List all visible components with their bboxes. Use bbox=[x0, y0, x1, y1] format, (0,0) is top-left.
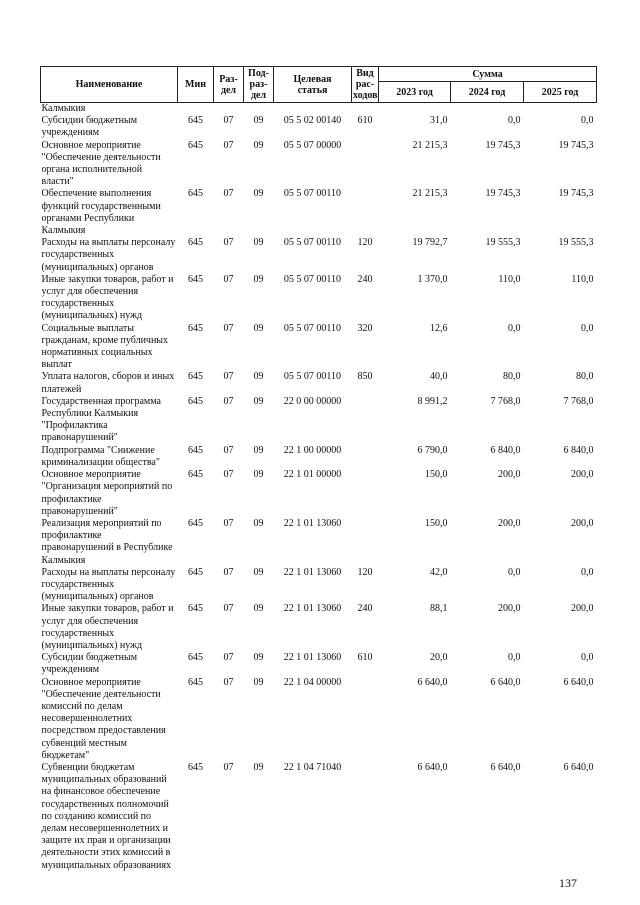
row-sum-2024: 6 840,0 bbox=[490, 444, 521, 456]
row-podrazdel: 09 bbox=[253, 188, 264, 200]
table-body bbox=[41, 103, 597, 872]
row-razdel: 07 bbox=[223, 761, 234, 773]
row-sum-2023: 12,6 bbox=[430, 322, 448, 334]
row-sum-2024 bbox=[451, 103, 524, 116]
row-vid-rashodov bbox=[352, 396, 379, 445]
row-celevaya-statya: 05 5 07 00110 bbox=[283, 237, 342, 249]
header-min: Мин bbox=[178, 67, 214, 103]
row-podrazdel: 09 bbox=[253, 469, 264, 481]
row-name: Субсидии бюджетным учреждениям bbox=[41, 652, 138, 676]
row-podrazdel: 09 bbox=[253, 115, 264, 127]
row-min: 645 bbox=[188, 652, 203, 664]
row-min: 645 bbox=[188, 603, 203, 615]
row-vid-rashodov bbox=[352, 188, 379, 237]
row-sum-2025: 80,0 bbox=[576, 371, 594, 383]
row-sum-2025: 6 640,0 bbox=[563, 761, 594, 773]
table-row bbox=[41, 103, 597, 116]
row-podrazdel: 09 bbox=[253, 603, 264, 615]
row-sum-2024: 6 640,0 bbox=[490, 676, 521, 688]
row-podrazdel: 09 bbox=[253, 676, 264, 688]
row-sum-2025: 0,0 bbox=[581, 566, 594, 578]
row-celevaya-statya: 05 5 07 00110 bbox=[283, 188, 342, 200]
row-min: 645 bbox=[188, 444, 203, 456]
row-sum-2025: 110,0 bbox=[571, 273, 594, 285]
row-min: 645 bbox=[188, 139, 203, 151]
row-min bbox=[178, 103, 214, 116]
header-razdel: Раз- дел bbox=[214, 67, 244, 103]
table-row bbox=[41, 469, 597, 518]
row-name: Основное мероприятие "Организация мероприятий по профилактике правонарушений" bbox=[41, 469, 173, 517]
row-razdel: 07 bbox=[223, 395, 234, 407]
row-sum-2024: 0,0 bbox=[508, 566, 521, 578]
header-podrazdel: Под- раз- дел bbox=[244, 67, 274, 103]
table-row bbox=[41, 371, 597, 395]
row-sum-2023: 42,0 bbox=[430, 566, 448, 578]
row-name: Субвенции бюджетам муниципальных образований на финансовое обеспечение государственных полномочий по созданию комиссий по делам несовершеннолетних и защите их прав и организации деятельности этих комиссий в муниципальных образованиях bbox=[41, 761, 171, 871]
row-sum-2023: 150,0 bbox=[425, 517, 448, 529]
row-min: 645 bbox=[188, 517, 203, 529]
row-sum-2024: 200,0 bbox=[498, 517, 521, 529]
row-name: Субсидии бюджетным учреждениям bbox=[41, 115, 138, 139]
table-row bbox=[41, 396, 597, 445]
row-min: 645 bbox=[188, 761, 203, 773]
table-row bbox=[41, 237, 597, 274]
row-name: Основное мероприятие "Обеспечение деятельности органа исполнительной власти" bbox=[41, 139, 161, 188]
row-min: 645 bbox=[188, 566, 203, 578]
row-name: Основное мероприятие "Обеспечение деятельности комиссий по делам несовершеннолетних посредством предоставления субвенций местным бюджетам" bbox=[41, 676, 166, 761]
row-razdel: 07 bbox=[223, 115, 234, 127]
row-vid-rashodov bbox=[352, 103, 379, 116]
table-header bbox=[41, 67, 597, 103]
row-razdel bbox=[214, 103, 244, 116]
table-row bbox=[41, 188, 597, 237]
row-sum-2023: 1 370,0 bbox=[417, 273, 448, 285]
row-sum-2023: 6 640,0 bbox=[417, 761, 448, 773]
row-podrazdel: 09 bbox=[253, 652, 264, 664]
row-celevaya-statya: 22 1 01 13060 bbox=[283, 566, 342, 578]
row-podrazdel: 09 bbox=[253, 395, 264, 407]
row-sum-2025: 200,0 bbox=[571, 517, 594, 529]
row-podrazdel: 09 bbox=[253, 371, 264, 383]
row-vid-rashodov bbox=[352, 140, 379, 189]
row-name: Иные закупки товаров, работ и услуг для обеспечения государственных (муниципальных) нужд bbox=[41, 273, 174, 322]
row-name: Калмыкия bbox=[41, 103, 86, 114]
row-razdel: 07 bbox=[223, 371, 234, 383]
row-celevaya-statya: 22 1 01 00000 bbox=[283, 469, 342, 481]
row-podrazdel: 09 bbox=[253, 761, 264, 773]
table-row bbox=[41, 140, 597, 189]
row-vid-rashodov bbox=[352, 445, 379, 469]
row-name: Реализация мероприятий по профилактике правонарушений в Республике Калмыкия bbox=[41, 517, 173, 566]
row-podrazdel bbox=[244, 103, 274, 116]
row-razdel: 07 bbox=[223, 273, 234, 285]
row-celevaya-statya: 22 0 00 00000 bbox=[283, 395, 342, 407]
header-celevaya-statya: Целевая статья bbox=[274, 67, 352, 103]
row-min: 645 bbox=[188, 395, 203, 407]
row-celevaya-statya: 05 5 07 00000 bbox=[283, 139, 342, 151]
row-podrazdel: 09 bbox=[253, 237, 264, 249]
row-sum-2024: 19 745,3 bbox=[485, 188, 521, 200]
row-podrazdel: 09 bbox=[253, 566, 264, 578]
row-razdel: 07 bbox=[223, 652, 234, 664]
table-row bbox=[41, 762, 597, 872]
table-row bbox=[41, 677, 597, 762]
header-name: Наименование bbox=[41, 67, 178, 103]
row-celevaya-statya: 05 5 07 00110 bbox=[283, 371, 342, 383]
row-sum-2025: 0,0 bbox=[581, 322, 594, 334]
row-sum-2023: 20,0 bbox=[430, 652, 448, 664]
row-min: 645 bbox=[188, 273, 203, 285]
table-row bbox=[41, 115, 597, 139]
row-sum-2024: 0,0 bbox=[508, 322, 521, 334]
row-sum-2023: 150,0 bbox=[425, 469, 448, 481]
row-razdel: 07 bbox=[223, 517, 234, 529]
row-razdel: 07 bbox=[223, 322, 234, 334]
row-sum-2025: 200,0 bbox=[571, 469, 594, 481]
table-row bbox=[41, 445, 597, 469]
row-vid-rashodov: 240 bbox=[357, 603, 373, 615]
row-razdel: 07 bbox=[223, 566, 234, 578]
table-row bbox=[41, 603, 597, 652]
row-razdel: 07 bbox=[223, 444, 234, 456]
row-vid-rashodov: 240 bbox=[357, 273, 373, 285]
row-name: Расходы на выплаты персоналу государственных (муниципальных) органов bbox=[41, 566, 176, 603]
header-vid-rashodov: Вид рас- ходов bbox=[353, 68, 378, 101]
row-sum-2025: 6 640,0 bbox=[563, 676, 594, 688]
row-celevaya-statya: 22 1 00 00000 bbox=[283, 444, 342, 456]
row-sum-2023: 31,0 bbox=[430, 115, 448, 127]
row-min: 645 bbox=[188, 237, 203, 249]
table-row bbox=[41, 652, 597, 676]
row-podrazdel: 09 bbox=[253, 139, 264, 151]
row-vid-rashodov bbox=[352, 762, 379, 872]
row-sum-2023 bbox=[379, 103, 451, 116]
row-vid-rashodov: 850 bbox=[357, 371, 373, 383]
row-sum-2025: 6 840,0 bbox=[563, 444, 594, 456]
row-sum-2025: 0,0 bbox=[581, 115, 594, 127]
row-vid-rashodov bbox=[352, 469, 379, 518]
row-podrazdel: 09 bbox=[253, 444, 264, 456]
row-razdel: 07 bbox=[223, 676, 234, 688]
row-min: 645 bbox=[188, 676, 203, 688]
row-sum-2023: 88,1 bbox=[430, 603, 448, 615]
header-summa: Сумма bbox=[379, 67, 597, 82]
row-sum-2024: 7 768,0 bbox=[490, 395, 521, 407]
row-razdel: 07 bbox=[223, 188, 234, 200]
row-sum-2024: 19 745,3 bbox=[485, 139, 521, 151]
row-min: 645 bbox=[188, 469, 203, 481]
table-row bbox=[41, 518, 597, 567]
row-sum-2025 bbox=[524, 103, 597, 116]
row-name: Социальные выплаты гражданам, кроме публичных нормативных социальных выплат bbox=[41, 322, 169, 371]
header-year-2023: 2023 год bbox=[379, 82, 451, 103]
row-sum-2024: 19 555,3 bbox=[485, 237, 521, 249]
header-year-2025: 2025 год bbox=[524, 82, 597, 103]
row-celevaya-statya bbox=[274, 103, 352, 116]
row-sum-2025: 19 555,3 bbox=[558, 237, 594, 249]
row-razdel: 07 bbox=[223, 139, 234, 151]
row-sum-2023: 21 215,3 bbox=[412, 139, 448, 151]
row-sum-2025: 19 745,3 bbox=[558, 139, 594, 151]
row-sum-2023: 40,0 bbox=[430, 371, 448, 383]
row-vid-rashodov: 320 bbox=[357, 322, 373, 334]
row-name: Обеспечение выполнения функций государственными органами Республики Калмыкия bbox=[41, 188, 161, 237]
budget-table bbox=[40, 66, 597, 872]
row-sum-2025: 0,0 bbox=[581, 652, 594, 664]
row-sum-2023: 8 991,2 bbox=[417, 395, 448, 407]
row-sum-2024: 80,0 bbox=[503, 371, 521, 383]
row-min: 645 bbox=[188, 371, 203, 383]
row-min: 645 bbox=[188, 188, 203, 200]
row-sum-2023: 6 640,0 bbox=[417, 676, 448, 688]
row-celevaya-statya: 22 1 01 13060 bbox=[283, 517, 342, 529]
row-celevaya-statya: 22 1 01 13060 bbox=[283, 652, 342, 664]
row-podrazdel: 09 bbox=[253, 517, 264, 529]
row-celevaya-statya: 22 1 01 13060 bbox=[283, 603, 342, 615]
row-name: Подпрограмма "Снижение криминализации общества" bbox=[41, 444, 160, 468]
row-sum-2024: 200,0 bbox=[498, 469, 521, 481]
row-min: 645 bbox=[188, 115, 203, 127]
row-sum-2025: 19 745,3 bbox=[558, 188, 594, 200]
header-year-2024: 2024 год bbox=[451, 82, 524, 103]
row-sum-2025: 7 768,0 bbox=[563, 395, 594, 407]
row-name: Иные закупки товаров, работ и услуг для обеспечения государственных (муниципальных) нужд bbox=[41, 603, 174, 651]
row-name: Государственная программа Республики Калмыкия "Профилактика правонарушений" bbox=[41, 395, 161, 444]
table-row bbox=[41, 274, 597, 323]
table-row bbox=[41, 323, 597, 372]
row-vid-rashodov: 120 bbox=[357, 566, 373, 578]
row-sum-2024: 0,0 bbox=[508, 652, 521, 664]
row-celevaya-statya: 05 5 07 00110 bbox=[283, 322, 342, 334]
row-podrazdel: 09 bbox=[253, 322, 264, 334]
row-celevaya-statya: 22 1 04 00000 bbox=[283, 676, 342, 688]
row-min: 645 bbox=[188, 322, 203, 334]
row-razdel: 07 bbox=[223, 469, 234, 481]
table-row bbox=[41, 567, 597, 604]
row-sum-2024: 0,0 bbox=[508, 115, 521, 127]
row-celevaya-statya: 22 1 04 71040 bbox=[283, 761, 342, 773]
row-podrazdel: 09 bbox=[253, 273, 264, 285]
row-vid-rashodov: 610 bbox=[357, 652, 373, 664]
row-sum-2023: 21 215,3 bbox=[412, 188, 448, 200]
row-celevaya-statya: 05 5 02 00140 bbox=[283, 115, 342, 127]
row-sum-2024: 6 640,0 bbox=[490, 761, 521, 773]
row-celevaya-statya: 05 5 07 00110 bbox=[283, 273, 342, 285]
row-sum-2025: 200,0 bbox=[571, 603, 594, 615]
row-sum-2024: 110,0 bbox=[498, 273, 521, 285]
row-razdel: 07 bbox=[223, 237, 234, 249]
row-razdel: 07 bbox=[223, 603, 234, 615]
row-sum-2024: 200,0 bbox=[498, 603, 521, 615]
row-vid-rashodov bbox=[352, 518, 379, 567]
row-vid-rashodov: 610 bbox=[357, 115, 373, 127]
row-sum-2023: 6 790,0 bbox=[417, 444, 448, 456]
row-name: Уплата налогов, сборов и иных платежей bbox=[41, 371, 175, 395]
row-name: Расходы на выплаты персоналу государственных (муниципальных) органов bbox=[41, 237, 176, 273]
page-number: 137 bbox=[559, 876, 577, 890]
row-sum-2023: 19 792,7 bbox=[412, 237, 448, 249]
row-vid-rashodov bbox=[352, 677, 379, 762]
row-vid-rashodov: 120 bbox=[357, 237, 373, 249]
